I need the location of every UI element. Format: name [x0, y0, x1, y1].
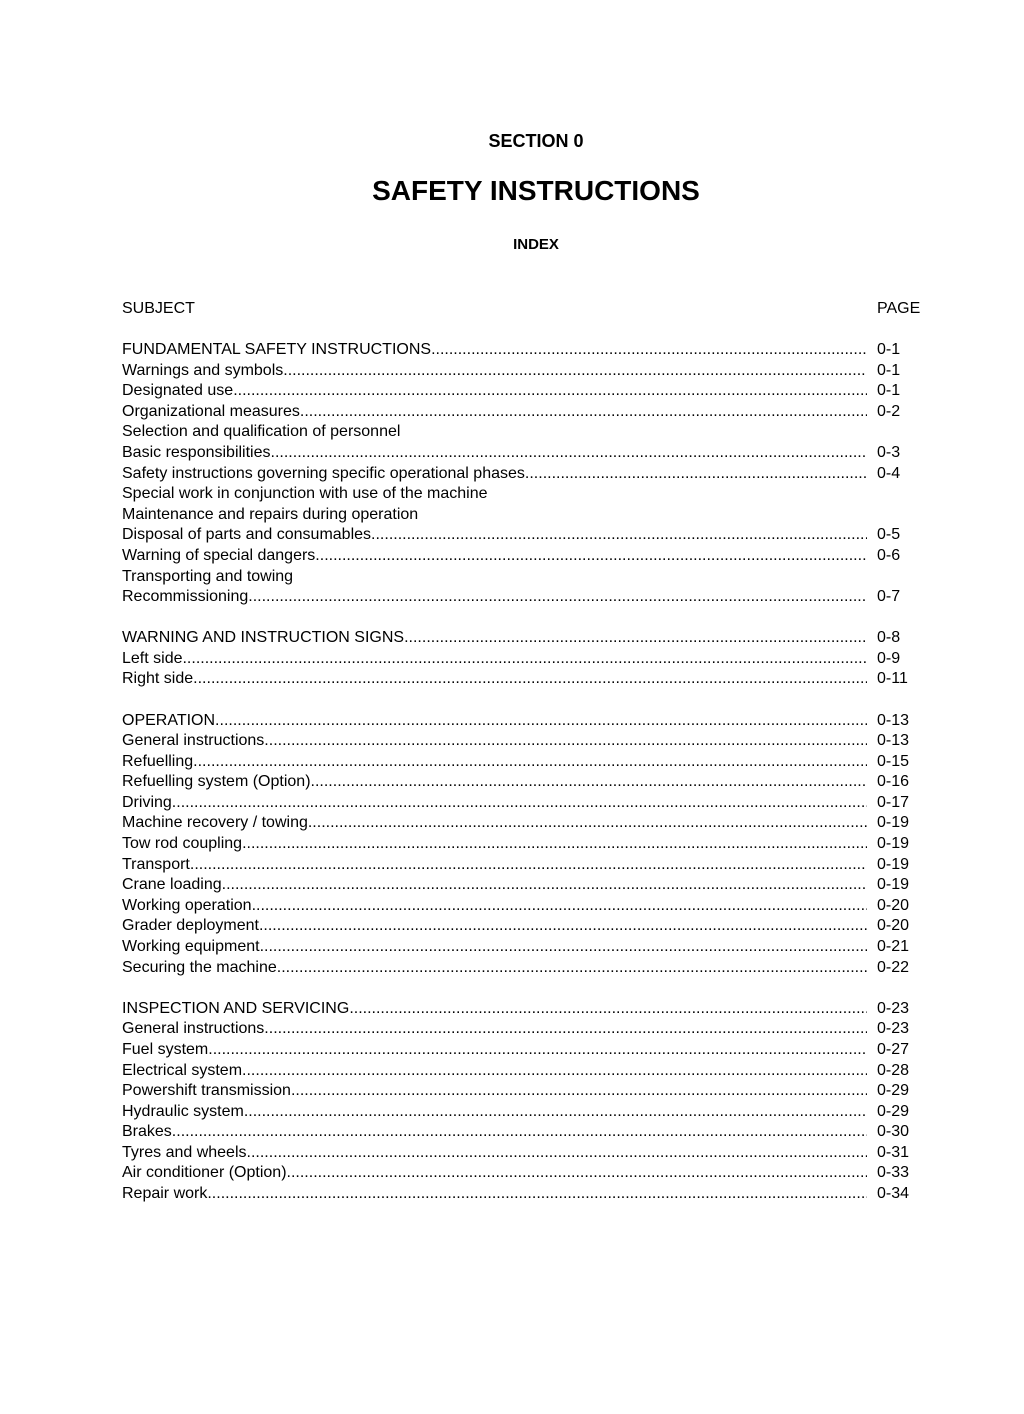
toc-entry[interactable]	[122, 793, 922, 814]
dot-leader	[182, 649, 867, 670]
toc-entry-title: Powershift transmission	[122, 1082, 291, 1100]
toc-entry[interactable]	[122, 1019, 922, 1040]
toc-entry[interactable]	[122, 525, 922, 546]
toc-entry-page: 0-19	[877, 855, 910, 873]
toc-entry[interactable]	[122, 711, 922, 732]
index-label: INDEX	[513, 236, 559, 253]
toc-entry-title: Special work in conjunction with use of the machine	[122, 485, 488, 503]
toc-entry-title: Designated use	[122, 382, 234, 400]
toc-entry-title: Electrical system	[122, 1061, 243, 1079]
toc-entry-title: Grader deployment	[122, 917, 259, 935]
toc-entry-title: Organizational measures	[122, 402, 300, 420]
dot-leader	[242, 834, 867, 855]
toc-entry-page: 0-28	[877, 1061, 910, 1079]
toc-entry-page: 0-29	[877, 1082, 910, 1100]
toc-entry-title: Repair work	[122, 1185, 208, 1203]
toc-entry-title: Air conditioner (Option)	[122, 1164, 287, 1182]
toc-entry-title: Warnings and symbols	[122, 361, 284, 379]
toc-entry-title: Basic responsibilities	[122, 443, 271, 461]
dot-leader	[208, 1040, 867, 1061]
toc-entry[interactable]	[122, 340, 922, 361]
dot-leader	[271, 443, 867, 464]
toc-entry-title: FUNDAMENTAL SAFETY INSTRUCTIONS	[122, 341, 432, 358]
toc-entry[interactable]	[122, 834, 922, 855]
toc-entry-page: 0-13	[877, 711, 910, 729]
toc-entry-title: Selection and qualification of personnel	[122, 423, 401, 441]
dot-leader	[193, 669, 867, 690]
toc-entry-title: INSPECTION AND SERVICING	[122, 999, 350, 1017]
dot-leader	[193, 752, 867, 773]
toc-entry[interactable]	[122, 752, 922, 773]
toc-entry[interactable]	[122, 628, 922, 649]
dot-leader	[259, 916, 867, 937]
page-column-header: PAGE	[877, 300, 921, 317]
toc-entry-title: General instructions	[122, 732, 265, 750]
toc-group	[122, 999, 922, 1205]
toc-entry-title: Safety instructions governing specific operational phases	[122, 464, 525, 482]
toc-entry-title: Refuelling system (Option)	[122, 773, 311, 791]
toc-entry-page: 0-23	[877, 1020, 910, 1038]
toc-entry[interactable]	[122, 772, 922, 793]
toc-entry-title: Securing the machine	[122, 958, 277, 976]
toc-entry-page: 0-17	[877, 793, 910, 811]
toc-entry[interactable]	[122, 896, 922, 917]
toc-entry-title: Right side	[122, 670, 194, 688]
toc-entry-page: 0-7	[877, 588, 901, 606]
toc-entry-page: 0-16	[877, 773, 910, 791]
toc-entry[interactable]	[122, 669, 922, 690]
toc-entry[interactable]	[122, 999, 922, 1020]
toc-entry[interactable]	[122, 1040, 922, 1061]
dot-leader	[247, 1143, 867, 1164]
toc-entry-title: Maintenance and repairs during operation	[122, 505, 419, 523]
dot-leader	[252, 896, 867, 917]
dot-leader	[311, 772, 867, 793]
dot-leader	[431, 340, 867, 361]
toc-entry[interactable]	[122, 1081, 922, 1102]
toc-entry-page: 0-6	[877, 546, 901, 564]
toc-entry-page: 0-29	[877, 1102, 910, 1120]
dot-leader	[242, 1061, 867, 1082]
dot-leader	[222, 875, 867, 896]
dot-leader	[371, 525, 867, 546]
dot-leader	[264, 1019, 867, 1040]
dot-leader	[404, 628, 867, 649]
toc-entry[interactable]	[122, 937, 922, 958]
toc-entry-title: Transport	[122, 855, 190, 873]
toc-entry-title: General instructions	[122, 1020, 265, 1038]
toc-entry[interactable]	[122, 875, 922, 896]
toc-entry[interactable]	[122, 587, 922, 608]
section-label: SECTION 0	[488, 131, 584, 151]
dot-leader	[300, 402, 867, 423]
toc-entry-title: Hydraulic system	[122, 1102, 244, 1120]
toc-entry[interactable]	[122, 505, 922, 526]
toc-entry-page: 0-13	[877, 732, 910, 750]
dot-leader	[525, 464, 867, 485]
toc-entry[interactable]	[122, 1143, 922, 1164]
toc-entry-page: 0-22	[877, 958, 910, 976]
toc-entry-page: 0-19	[877, 835, 910, 853]
dot-leader	[308, 813, 867, 834]
dot-leader	[215, 711, 867, 732]
dot-leader	[207, 1184, 867, 1205]
toc-entry[interactable]	[122, 567, 922, 588]
toc-entry-title: Brakes	[122, 1123, 172, 1141]
toc-entry-page: 0-33	[877, 1164, 910, 1182]
dot-leader	[260, 937, 867, 958]
toc-entry-page: 0-27	[877, 1040, 910, 1058]
dot-leader	[172, 793, 867, 814]
toc-entry-page: 0-5	[877, 526, 901, 544]
toc-entry[interactable]	[122, 855, 922, 876]
toc-entry-title: Left side	[122, 649, 183, 667]
dot-leader	[315, 546, 867, 567]
toc-entry-page: 0-20	[877, 917, 910, 935]
dot-leader	[190, 855, 867, 876]
toc-entry-page: 0-8	[877, 629, 901, 647]
toc-entry[interactable]	[122, 916, 922, 937]
subject-column-header: SUBJECT	[122, 300, 195, 317]
toc-entry-page: 0-4	[877, 464, 901, 482]
dot-leader	[233, 381, 867, 402]
toc-entry-page: 0-1	[877, 382, 901, 400]
toc-entry[interactable]	[122, 813, 922, 834]
toc-entry-title: Recommissioning	[122, 588, 249, 606]
toc-entry-page: 0-31	[877, 1143, 910, 1161]
page-title: SAFETY INSTRUCTIONS	[372, 175, 700, 206]
toc-entry[interactable]	[122, 1061, 922, 1082]
toc-entry[interactable]	[122, 731, 922, 752]
toc-entry-title: Machine recovery / towing	[122, 814, 308, 832]
toc-entry-title: Refuelling	[122, 752, 194, 770]
toc-entry[interactable]	[122, 381, 922, 402]
table-of-contents	[122, 340, 922, 1225]
toc-entry-page: 0-34	[877, 1185, 910, 1203]
toc-entry[interactable]	[122, 361, 922, 382]
toc-entry-page: 0-9	[877, 649, 901, 667]
dot-leader	[248, 587, 867, 608]
toc-entry-title: Warning of special dangers	[122, 546, 316, 564]
toc-entry[interactable]	[122, 1184, 922, 1205]
dot-leader	[244, 1102, 867, 1123]
toc-entry[interactable]	[122, 464, 922, 485]
toc-entry-page: 0-19	[877, 876, 910, 894]
toc-entry[interactable]	[122, 443, 922, 464]
toc-entry-title: Tow rod coupling	[122, 835, 243, 853]
toc-entry-page: 0-15	[877, 752, 910, 770]
toc-group	[122, 628, 922, 690]
dot-leader	[349, 999, 867, 1020]
toc-entry-page: 0-3	[877, 443, 901, 461]
toc-entry[interactable]	[122, 1163, 922, 1184]
toc-entry-title: Disposal of parts and consumables	[122, 526, 372, 544]
toc-entry-title: Fuel system	[122, 1040, 209, 1058]
toc-entry[interactable]	[122, 1102, 922, 1123]
toc-entry[interactable]	[122, 546, 922, 567]
dot-leader	[291, 1081, 867, 1102]
toc-entry[interactable]	[122, 958, 922, 979]
toc-entry-title: Working operation	[122, 896, 252, 914]
dot-leader	[277, 958, 867, 979]
toc-entry[interactable]	[122, 484, 922, 505]
toc-entry-page: 0-20	[877, 896, 910, 914]
toc-entry-title: Driving	[122, 793, 172, 811]
toc-entry[interactable]	[122, 1122, 922, 1143]
toc-entry-title: Tyres and wheels	[122, 1143, 247, 1161]
dot-leader	[264, 731, 867, 752]
toc-entry-page: 0-2	[877, 402, 901, 420]
toc-entry-page: 0-19	[877, 814, 910, 832]
toc-entry[interactable]	[122, 649, 922, 670]
dot-leader	[283, 361, 867, 382]
toc-entry[interactable]	[122, 402, 922, 423]
toc-group	[122, 340, 922, 608]
toc-group	[122, 711, 922, 979]
toc-entry-page: 0-11	[877, 670, 908, 688]
dot-leader	[287, 1163, 867, 1184]
toc-entry-title: Crane loading	[122, 876, 222, 894]
toc-entry-page: 0-1	[877, 341, 901, 358]
toc-entry-page: 0-23	[877, 999, 910, 1017]
toc-entry-title: WARNING AND INSTRUCTION SIGNS	[122, 629, 405, 647]
toc-entry-title: Working equipment	[122, 938, 260, 956]
dot-leader	[172, 1122, 867, 1143]
toc-entry-page: 0-30	[877, 1123, 910, 1141]
toc-entry[interactable]	[122, 422, 922, 443]
toc-entry-title: Transporting and towing	[122, 567, 294, 585]
toc-entry-title: OPERATION	[122, 711, 216, 729]
toc-entry-page: 0-1	[877, 361, 901, 379]
toc-entry-page: 0-21	[877, 938, 910, 956]
